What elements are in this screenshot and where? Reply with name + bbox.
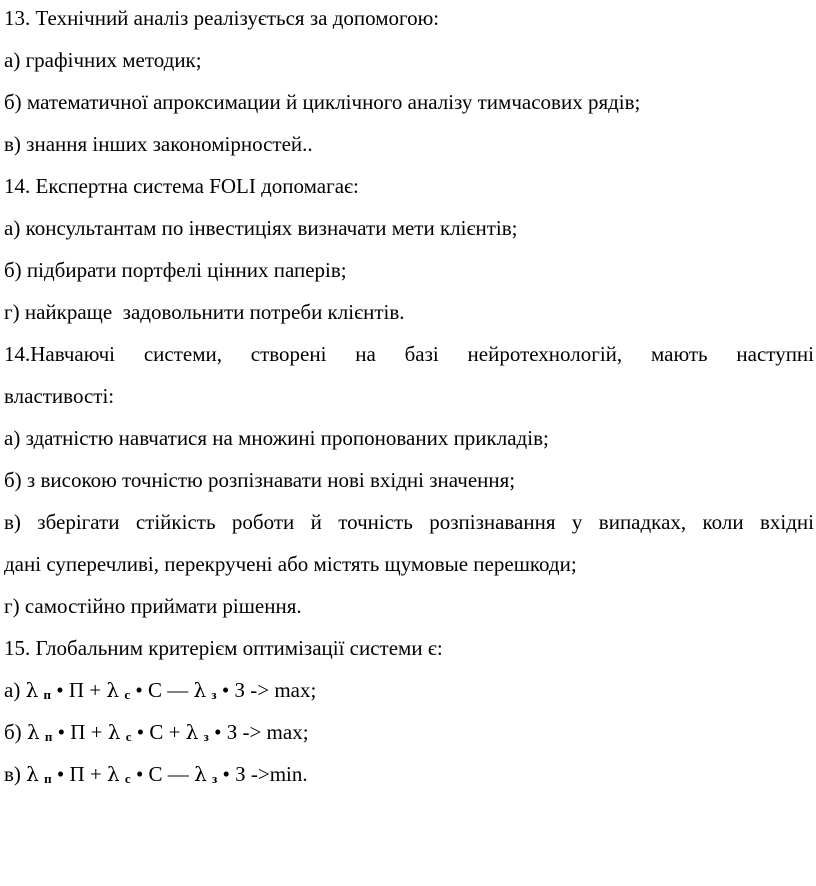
- question-13: 13. Технічний аналіз реалізується за допомогою:: [4, 6, 440, 30]
- lambda-subscript-p: п: [43, 687, 52, 702]
- lambda-symbol: λ: [106, 678, 120, 702]
- q13-option-a: а) графічних методик;: [4, 48, 202, 72]
- q15b-term3: • З -> max;: [208, 720, 309, 744]
- q14a-option-a: а) консультантам по інвестиціях визначати мети клієнтів;: [4, 216, 518, 240]
- question-15: 15. Глобальним критерієм оптимізації системи є:: [4, 636, 443, 660]
- q13-option-b: б) математичної апроксимации й циклічного аналізу тимчасових рядів;: [4, 90, 641, 114]
- q15c-term3: • З ->min.: [217, 762, 308, 786]
- question-14-foli: 14. Експертна система FOLI допомагає:: [4, 174, 359, 198]
- lambda-symbol: λ: [25, 678, 39, 702]
- lambda-subscript-p: п: [44, 729, 53, 744]
- q15c-term1: • П +: [51, 762, 107, 786]
- q15a-prefix: а): [4, 678, 26, 702]
- q14a-option-b: б) підбирати портфелі цінних паперів;: [4, 258, 347, 282]
- q14b-option-c-line1: в) зберігати стійкість роботи й точність розпізнавання у випадках, коли вхідні: [4, 510, 814, 534]
- q15a-term1: • П +: [51, 678, 107, 702]
- lambda-subscript-z: з: [212, 771, 218, 786]
- lambda-symbol: λ: [194, 762, 207, 786]
- lambda-symbol: λ: [106, 762, 120, 786]
- lambda-symbol: λ: [193, 678, 207, 702]
- q15b-prefix: б): [4, 720, 27, 744]
- q15c-term2: • С —: [130, 762, 195, 786]
- q15a-term2: • С —: [130, 678, 194, 702]
- lambda-subscript-p: п: [44, 771, 52, 786]
- q13-option-c: в) знання інших закономірностей..: [4, 132, 313, 156]
- q14b-option-b: б) з високою точністю розпізнавати нові вхідні значення;: [4, 468, 516, 492]
- q15a-term3: • З -> max;: [216, 678, 317, 702]
- lambda-subscript-z: з: [211, 687, 217, 702]
- lambda-symbol: λ: [107, 720, 121, 744]
- q15-option-b: [4, 717, 309, 747]
- lambda-subscript-s: с: [124, 771, 131, 786]
- q14b-option-a: а) здатністю навчатися на множині пропонованих прикладів;: [4, 426, 549, 450]
- lambda-symbol: λ: [185, 720, 199, 744]
- lambda-symbol: λ: [26, 720, 40, 744]
- q15-option-a: [4, 675, 316, 705]
- q15b-term2: • С +: [131, 720, 186, 744]
- question-14-neuro-line1: 14.Навчаючі системи, створені на базі нейротехнологій, мають наступні: [4, 342, 814, 366]
- question-14-neuro-line2: властивості:: [4, 384, 115, 408]
- q14b-option-d: г) самостійно приймати рішення.: [4, 594, 302, 618]
- q14b-option-c-line2: дані суперечливі, перекручені або містять щумовые перешкоди;: [4, 552, 577, 576]
- lambda-symbol: λ: [26, 762, 39, 786]
- q15b-term1: • П +: [52, 720, 108, 744]
- q15-option-c: [4, 759, 308, 789]
- q15c-prefix: в): [4, 762, 27, 786]
- lambda-subscript-s: с: [125, 729, 132, 744]
- q14a-option-d: г) найкраще задовольнити потреби клієнтів.: [4, 300, 405, 324]
- lambda-subscript-s: с: [124, 687, 131, 702]
- lambda-subscript-z: з: [203, 729, 209, 744]
